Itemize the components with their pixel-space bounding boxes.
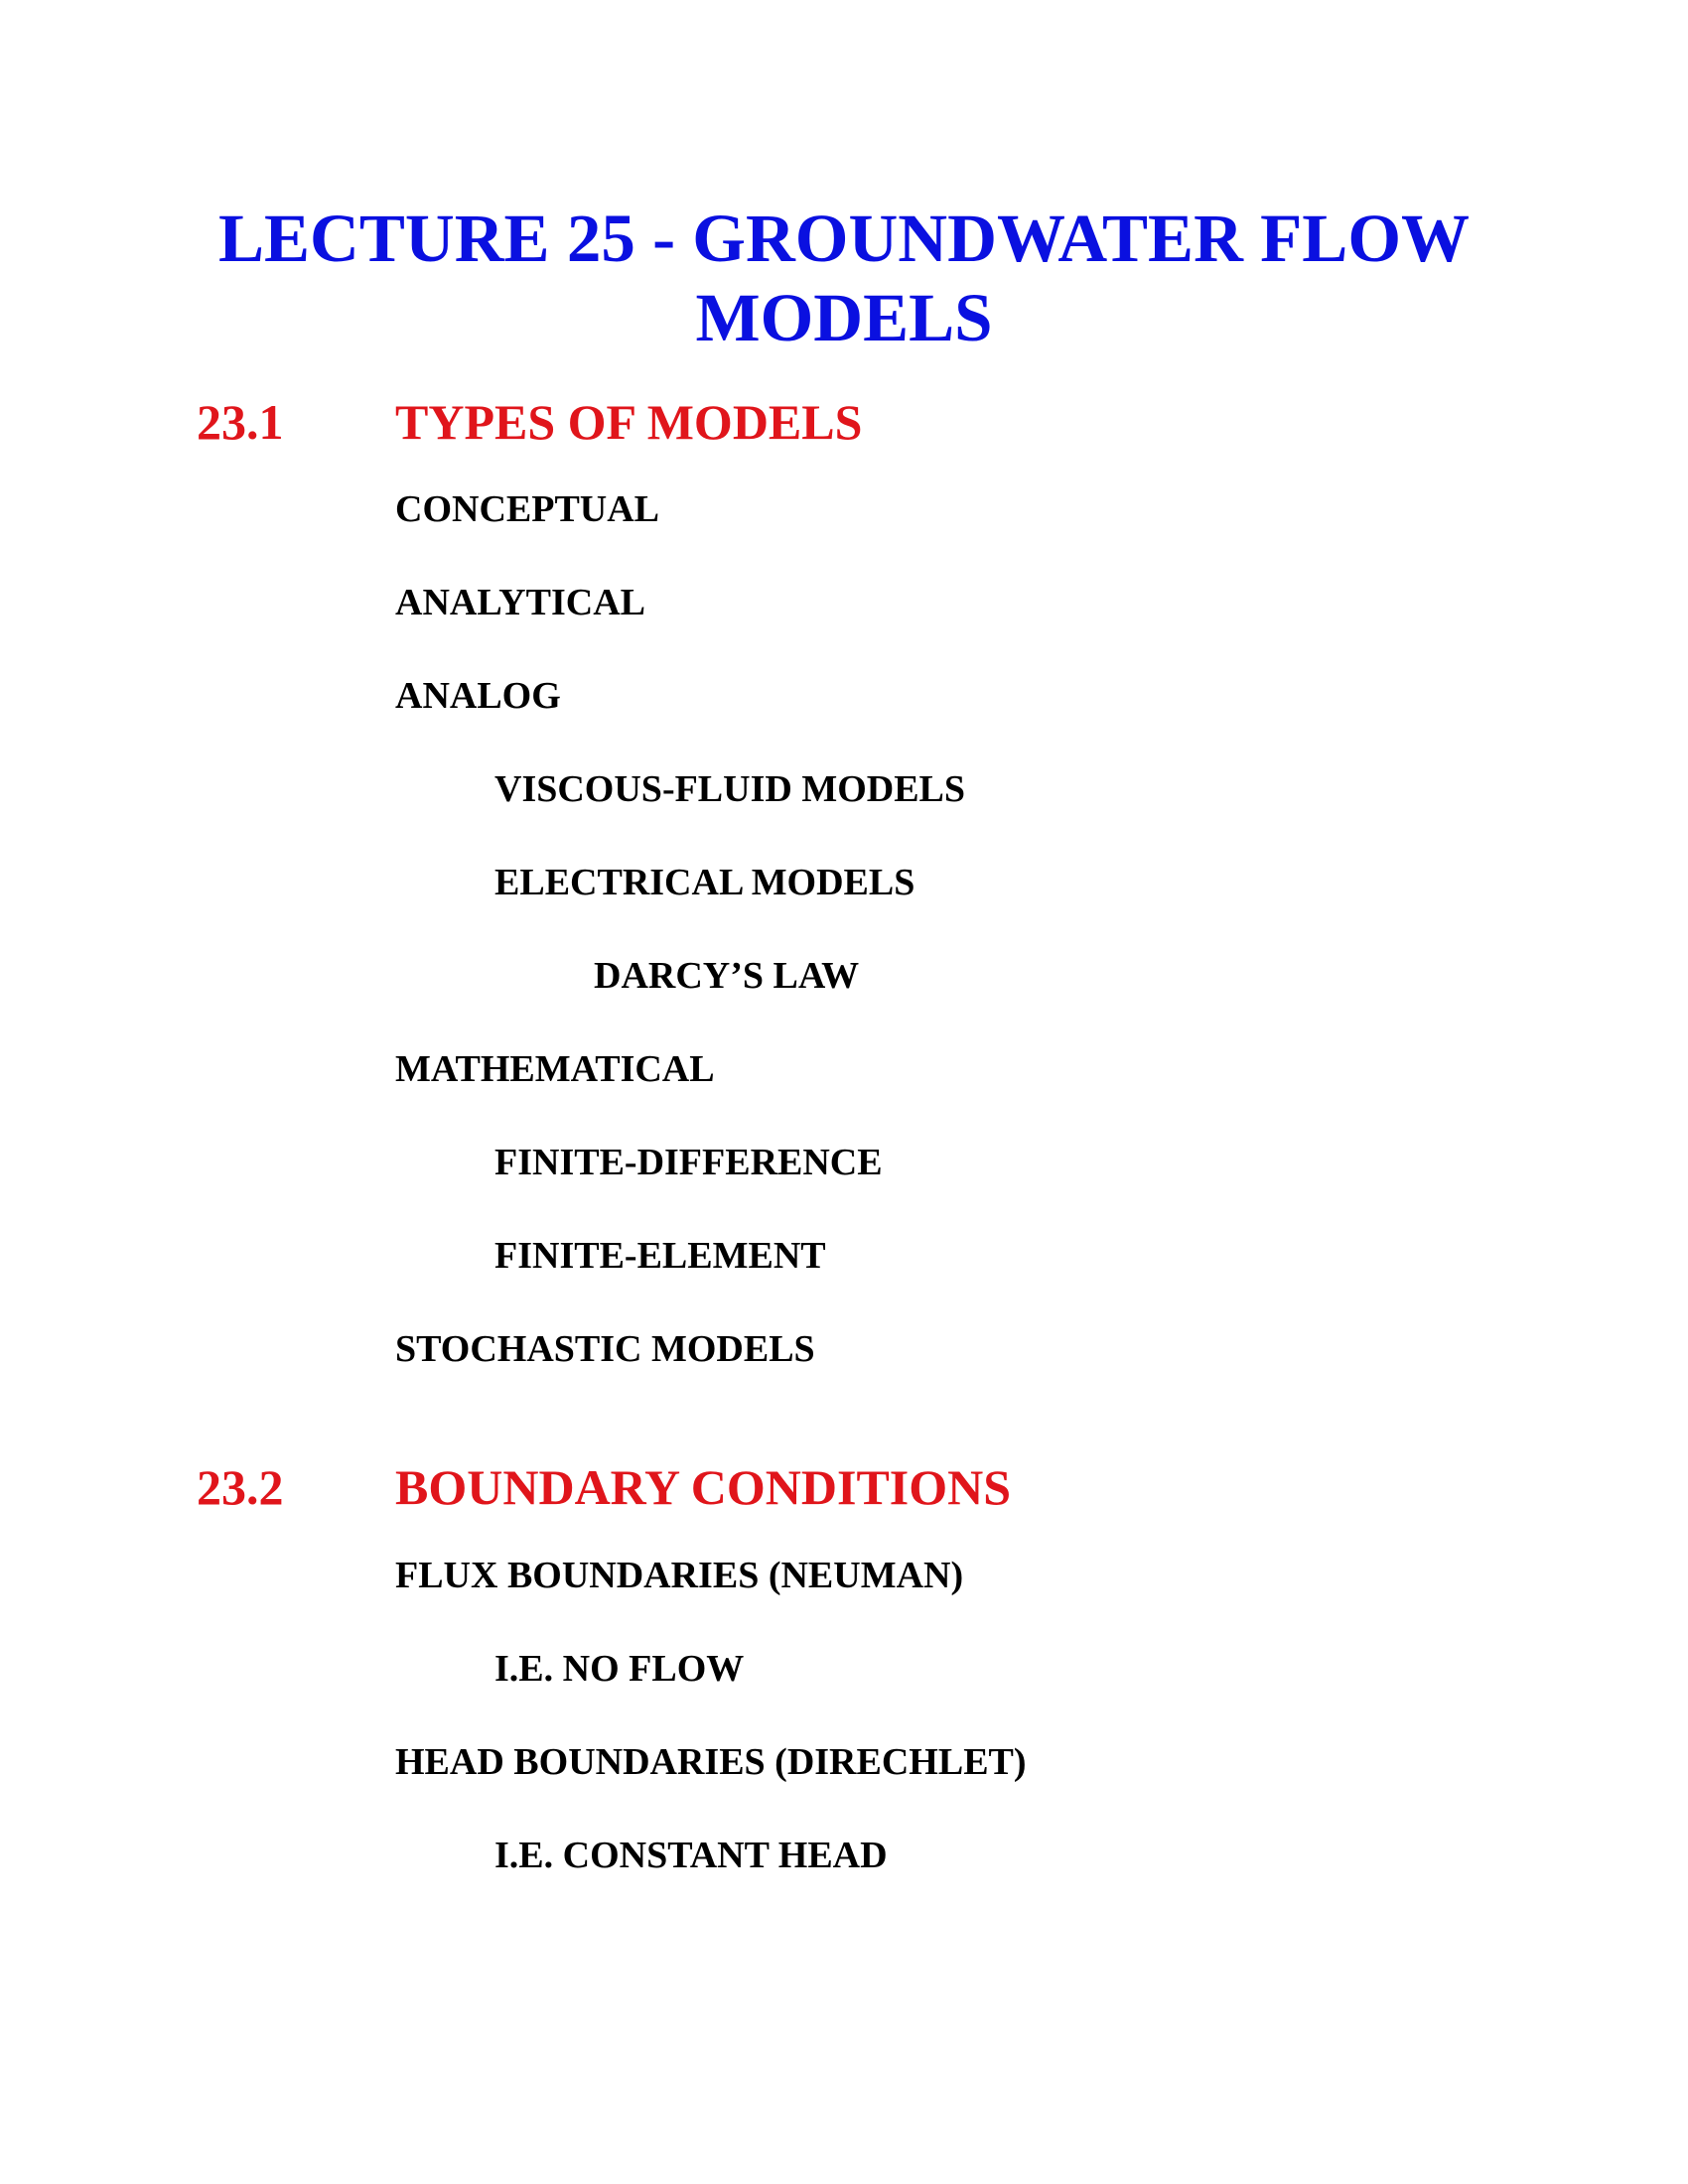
list-item-darcys-law: DARCY’S LAW [594, 955, 860, 997]
list-item-no-flow: I.E. NO FLOW [494, 1648, 745, 1690]
section-title: TYPES OF MODELS [395, 394, 863, 450]
list-item-mathematical: MATHEMATICAL [395, 1048, 715, 1090]
list-item-flux-boundaries: FLUX BOUNDARIES (NEUMAN) [395, 1555, 964, 1596]
list-item-analytical: ANALYTICAL [395, 582, 645, 623]
list-item-finite-element: FINITE-ELEMENT [494, 1235, 826, 1277]
list-item-head-boundaries: HEAD BOUNDARIES (DIRECHLET) [395, 1741, 1027, 1783]
list-item-electrical-models: ELECTRICAL MODELS [494, 862, 915, 903]
list-item-constant-head: I.E. CONSTANT HEAD [494, 1835, 888, 1876]
list-item-finite-difference: FINITE-DIFFERENCE [494, 1142, 883, 1183]
list-item-conceptual: CONCEPTUAL [395, 488, 660, 530]
page-title-line-1: LECTURE 25 - GROUNDWATER FLOW [218, 201, 1470, 276]
page-title [0, 199, 1688, 357]
section-number: 23.2 [197, 1459, 284, 1515]
list-item-analog: ANALOG [395, 675, 561, 717]
section-number: 23.1 [197, 394, 284, 450]
section-heading-types-of-models [0, 392, 1688, 452]
section-heading-boundary-conditions [0, 1457, 1688, 1517]
list-item-viscous-fluid-models: VISCOUS-FLUID MODELS [494, 768, 966, 810]
section-title: BOUNDARY CONDITIONS [395, 1459, 1012, 1515]
list-item-stochastic-models: STOCHASTIC MODELS [395, 1328, 815, 1370]
page-title-line-2: MODELS [695, 280, 993, 355]
